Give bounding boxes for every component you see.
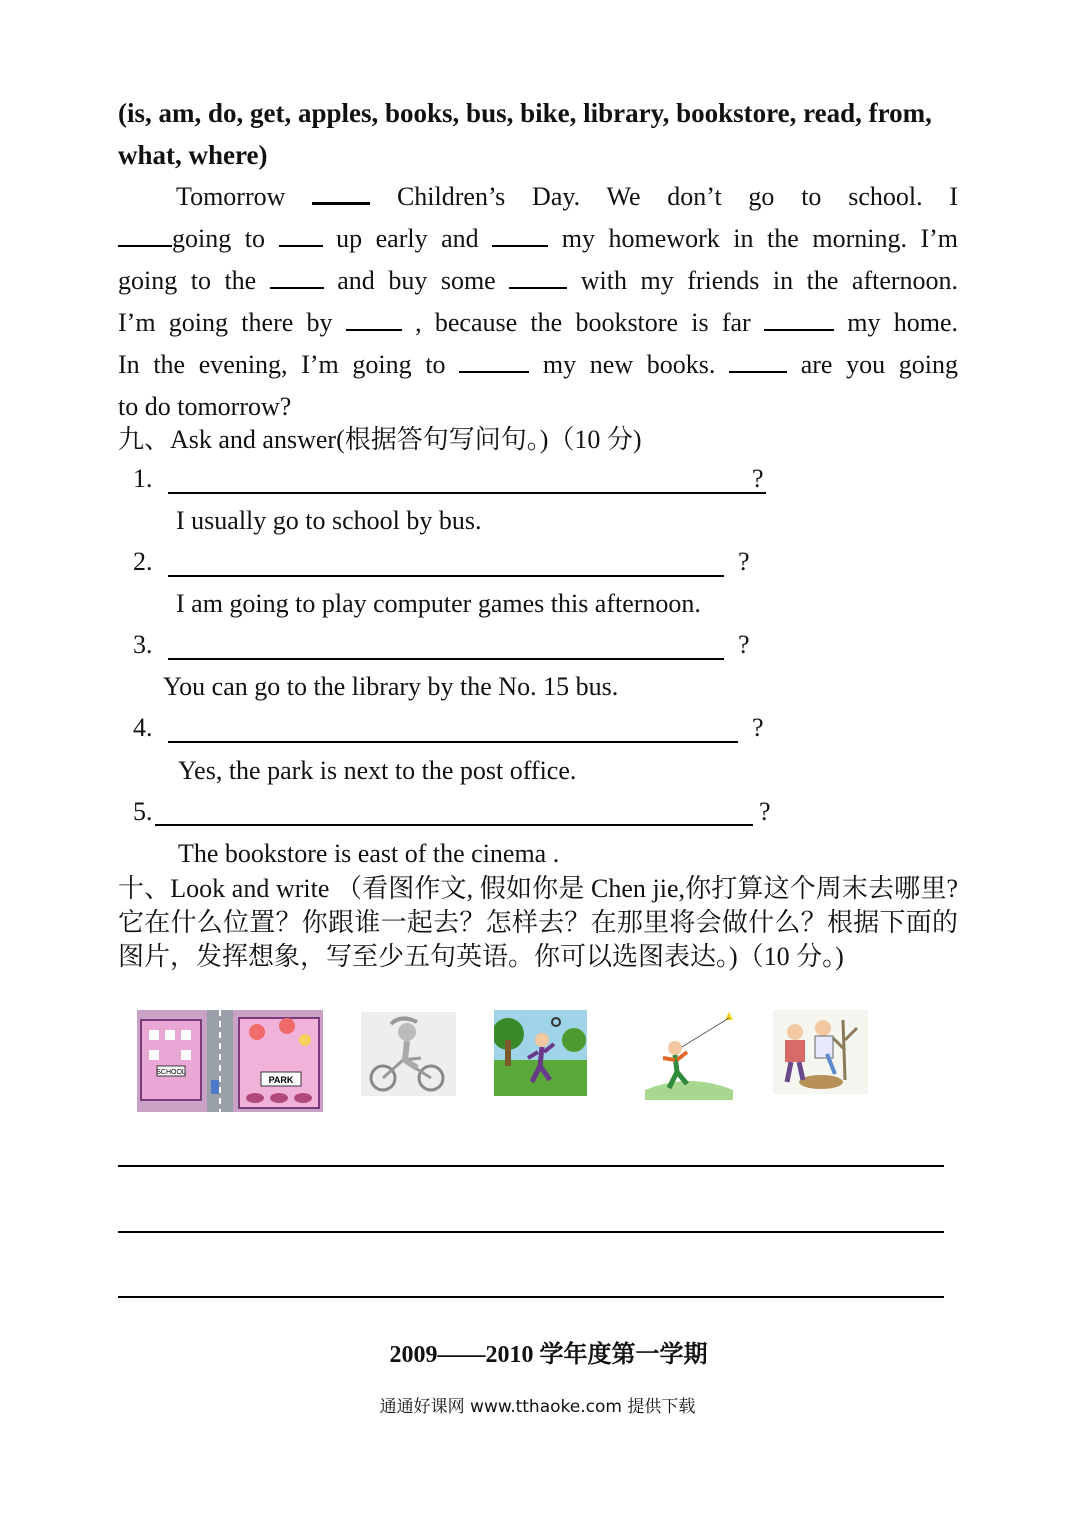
answer-sentence-4: Yes, the park is next to the post office. (178, 756, 577, 785)
passage-text: and buy some (337, 266, 496, 295)
passage-text: going to (172, 224, 265, 253)
passage-line-2 (118, 218, 958, 260)
kite-flying-picture (641, 1008, 737, 1100)
passage-text: , because the bookstore is far (415, 308, 751, 337)
question-number: 4. (133, 713, 153, 742)
writing-line-1[interactable] (118, 1165, 944, 1167)
question-answer-line-1[interactable] (168, 492, 766, 494)
fill-blank-8[interactable] (764, 307, 834, 331)
question-answer-line-3[interactable] (168, 658, 724, 660)
passage-line-5 (118, 344, 958, 386)
park-sign: PARK (268, 1075, 294, 1085)
passage-text: Children’s Day. We don’t go to school. I (396, 182, 959, 211)
question-mark: ? (759, 797, 771, 826)
question-number: 5. (133, 797, 153, 826)
passage-text: In the evening, I’m going to (118, 350, 446, 379)
map-illustration (137, 1010, 323, 1112)
running-in-park-picture (494, 1010, 587, 1096)
writing-line-2[interactable] (118, 1231, 944, 1233)
passage-text: are you going (800, 350, 959, 379)
kite-flying-illustration (641, 1008, 737, 1100)
bike-riding-illustration (361, 1012, 456, 1096)
section-10-title: 十、Look and write （看图作文, 假如你是 Chen jie,你打算这个周末去哪里?它在什么位置？你跟谁一起去？怎样去？在那里将会做什么？根据下面的图片，发挥想象，写至少五句英语。你可以选图表达。)（10 分。) (118, 874, 958, 971)
passage-text: with my friends in the afternoon. (580, 266, 959, 295)
download-source-note: 通通好课网 www.tthaoke.com 提供下载 (379, 1397, 696, 1417)
fill-blank-6[interactable] (509, 265, 567, 289)
question-mark: ? (752, 464, 764, 493)
passage-line-6: to do tomorrow? (118, 392, 292, 421)
fill-blank-7[interactable] (346, 307, 402, 331)
passage-text: Tomorrow (176, 182, 286, 211)
question-answer-line-5[interactable] (155, 824, 753, 826)
passage-text: I’m going there by (118, 308, 333, 337)
question-answer-line-4[interactable] (168, 741, 738, 743)
semester-title: 2009——2010 学年度第一学期 (389, 1342, 708, 1368)
passage-text: going to the (118, 266, 257, 295)
passage-line-1 (118, 176, 958, 218)
passage-line-4 (118, 302, 958, 344)
passage-text: my home. (847, 308, 959, 337)
fill-blank-1[interactable] (312, 180, 370, 205)
fill-blank-5[interactable] (270, 265, 324, 289)
answer-sentence-2: I am going to play computer games this afternoon. (176, 589, 701, 618)
passage-line-3 (118, 260, 958, 302)
answer-sentence-5: The bookstore is east of the cinema . (178, 839, 560, 868)
question-number: 2. (133, 547, 153, 576)
running-in-park-illustration (494, 1010, 587, 1096)
tree-planting-picture (773, 1010, 868, 1094)
passage-text: up early and (336, 224, 479, 253)
question-answer-line-2[interactable] (168, 575, 724, 577)
passage-text: my new books. (542, 350, 716, 379)
question-mark: ? (738, 547, 750, 576)
fill-blank-3[interactable] (279, 223, 323, 247)
writing-line-3[interactable] (118, 1296, 944, 1298)
section-9-title: 九、Ask and answer(根据答句写问句。)（10 分) (118, 425, 642, 454)
bike-riding-picture (361, 1012, 456, 1096)
fill-blank-2[interactable] (118, 223, 172, 247)
answer-sentence-3: You can go to the library by the No. 15 bus. (163, 672, 619, 701)
fill-blank-9[interactable] (459, 349, 529, 373)
fill-blank-4[interactable] (492, 223, 548, 247)
map-picture (137, 1010, 323, 1112)
passage-text: my homework in the morning. I’m (561, 224, 959, 253)
word-bank: (is, am, do, get, apples, books, bus, bike, library, bookstore, read, from, what, where) (118, 98, 932, 170)
question-number: 1. (133, 464, 153, 493)
school-sign: SCHOOL (156, 1069, 186, 1076)
question-mark: ? (752, 713, 764, 742)
question-number: 3. (133, 630, 153, 659)
question-mark: ? (738, 630, 750, 659)
answer-sentence-1: I usually go to school by bus. (176, 506, 482, 535)
tree-planting-illustration (773, 1010, 868, 1094)
fill-blank-10[interactable] (729, 349, 787, 373)
